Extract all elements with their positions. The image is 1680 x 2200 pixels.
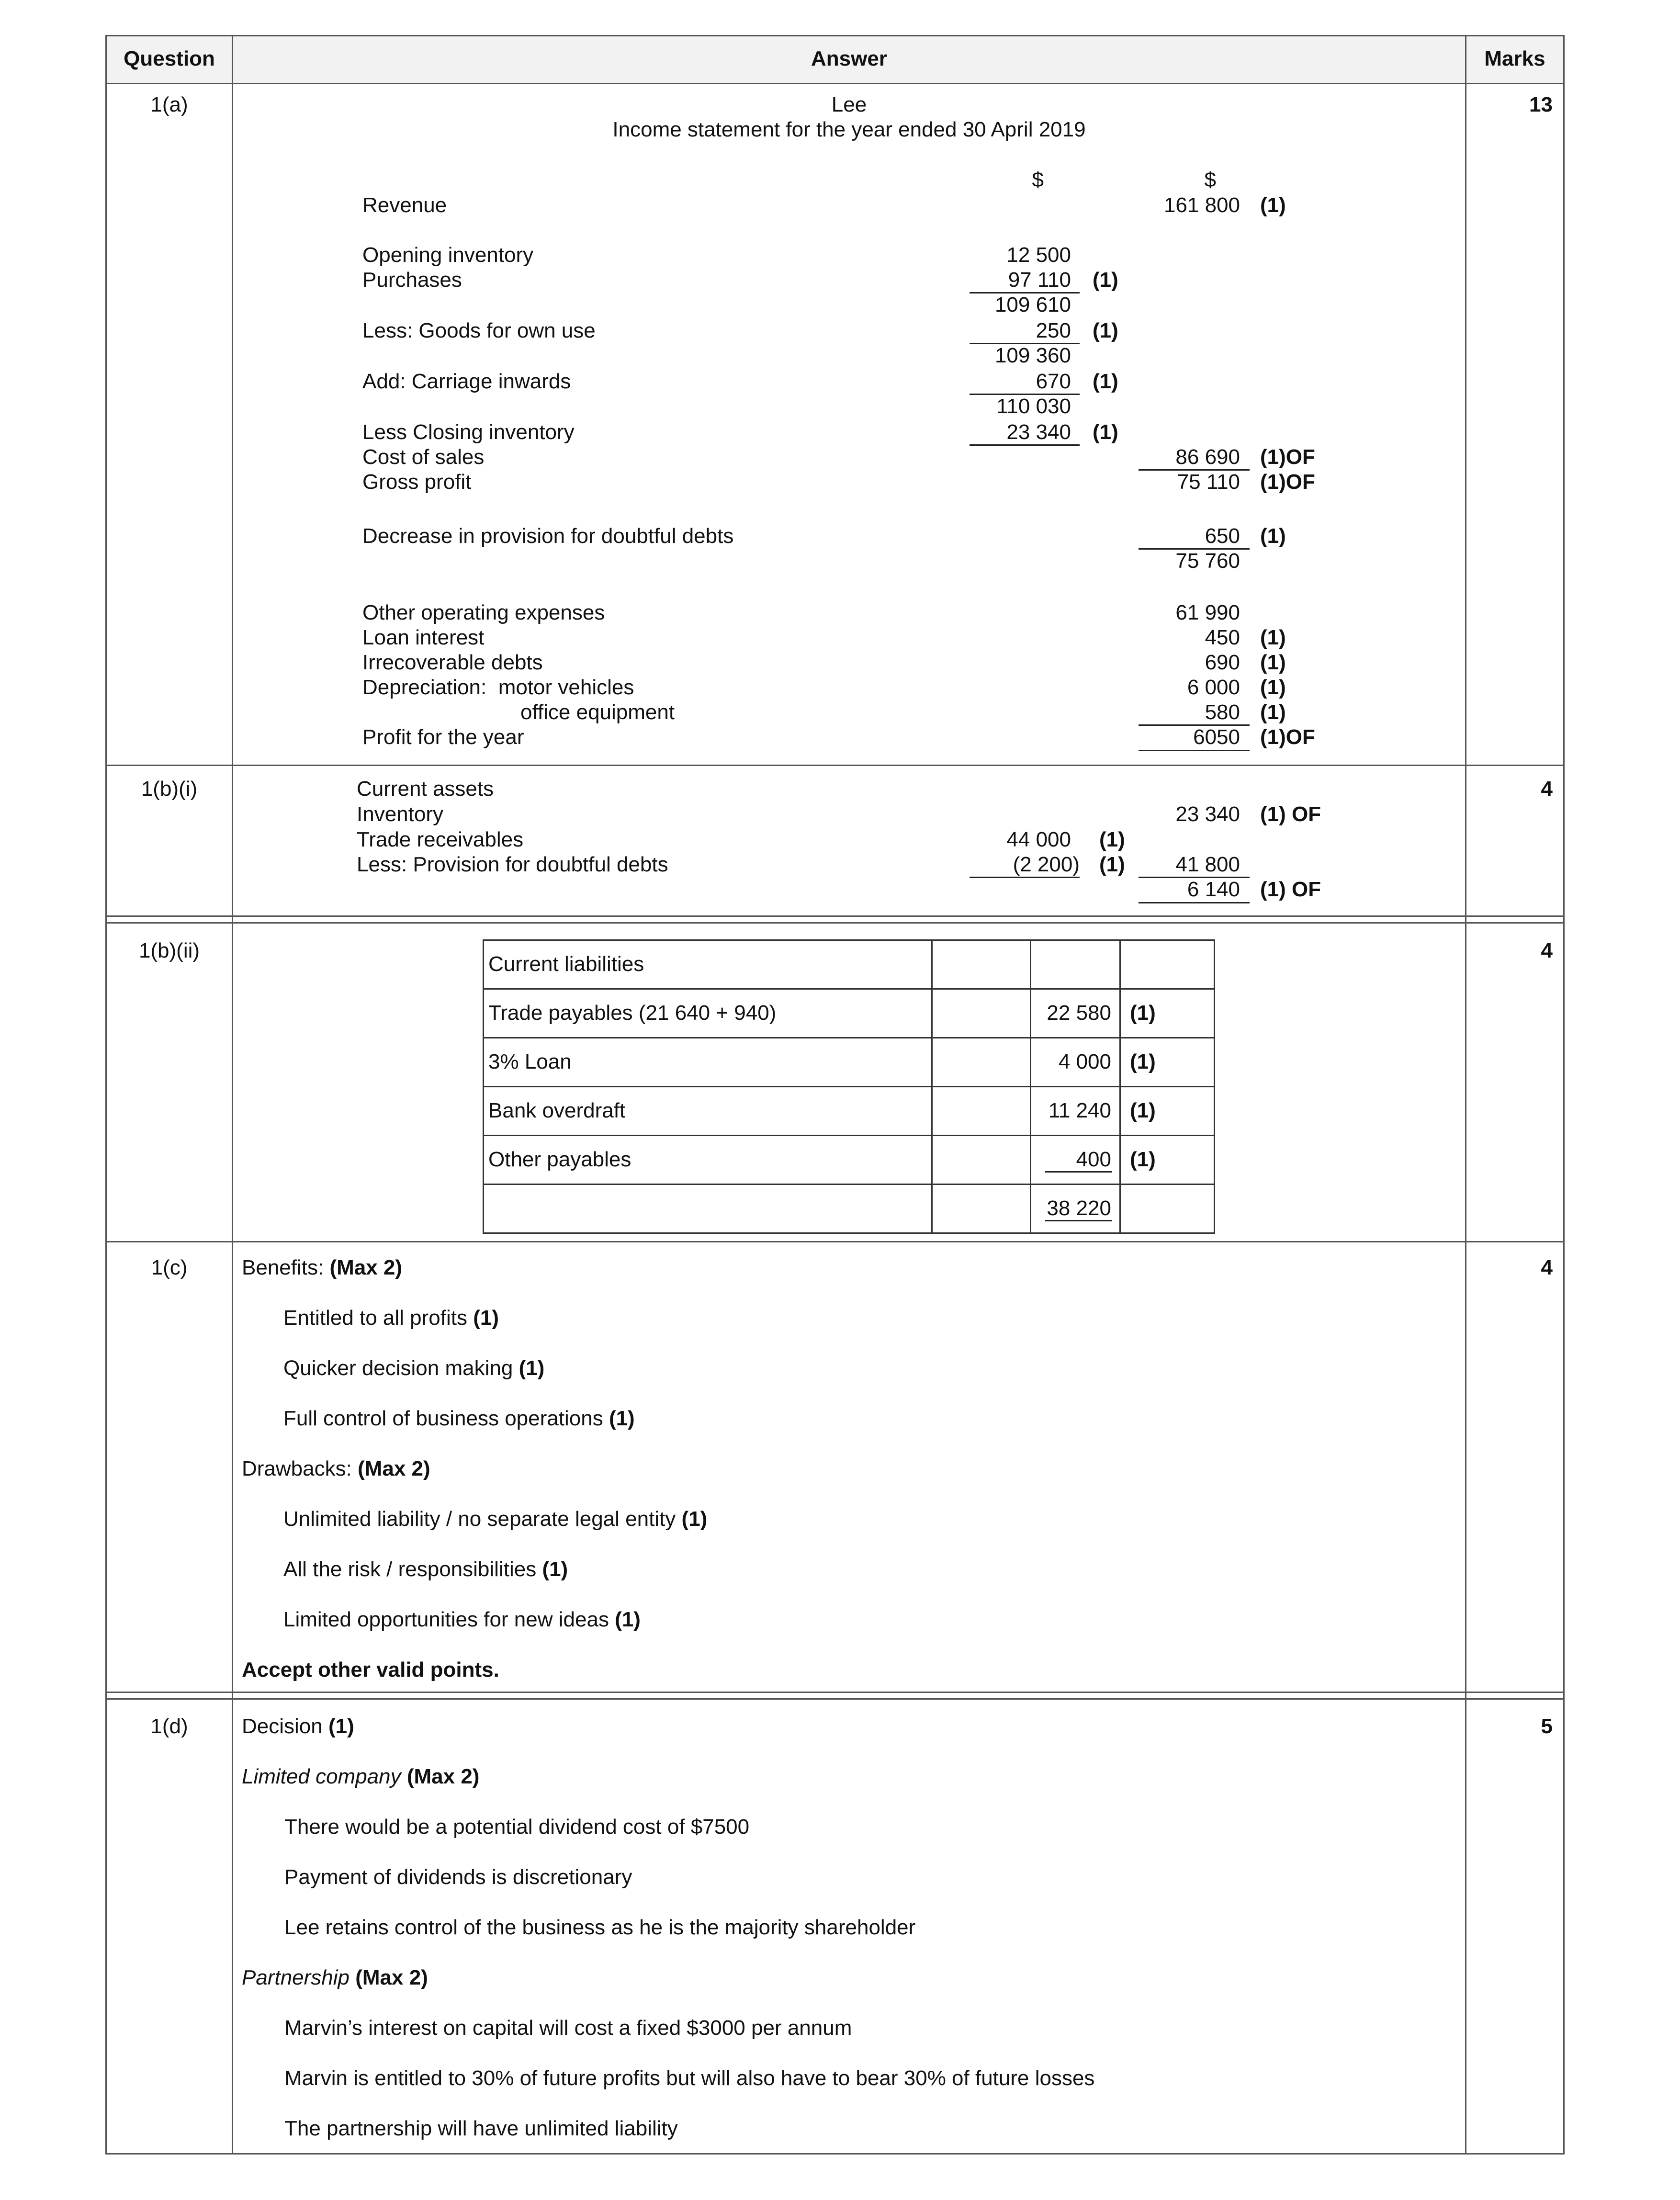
liability-mark: (1) [1130,1148,1156,1171]
line-value-1: 97 110 [1008,268,1071,292]
benefit-point: Full control of business operations (1) [283,1407,635,1430]
line-value-2: 580 [1205,700,1240,724]
table-cell [931,939,1031,990]
line-label: Profit for the year [362,725,524,749]
table-bottom-border [105,2153,1565,2155]
line-label: Add: Carriage inwards [362,370,571,393]
limited-company-point: Lee retains control of the business as he is the majority shareholder [284,1916,916,1939]
line-mark-2: (1)OF [1260,470,1315,494]
decision-line [242,1714,354,1739]
header-bottom-border [105,83,1565,84]
limited-company-point: There would be a potential dividend cost of $7500 [284,1815,750,1839]
decision-mark: (1) [328,1715,354,1738]
table-cell [931,1135,1031,1185]
line-value-2: 650 [1205,524,1240,548]
line-label: Gross profit [362,470,472,494]
line-mark-2: (1)OF [1260,725,1315,749]
liability-label: Current liabilities [488,952,644,976]
line-value-2: 450 [1205,626,1240,649]
limited-company-heading: Limited company (Max 2) [242,1765,480,1788]
table-top-border [105,35,1565,36]
line-label: Cost of sales [362,445,485,469]
statement-title: Lee [831,93,867,116]
benefits-label: Benefits: [242,1256,324,1279]
row-border-1c-b [105,1698,1565,1700]
marks-1d: 5 [1541,1715,1553,1738]
line-value-1: (2 200) [1013,853,1080,876]
question-label-1bi: 1(b)(i) [141,777,198,801]
liability-mark: (1) [1130,1050,1156,1073]
line-value-2: 41 800 [1175,853,1240,876]
row-border-1bii [105,1241,1565,1242]
benefit-point: Quicker decision making (1) [283,1356,545,1380]
benefits-max: (Max 2) [329,1256,403,1279]
line-mark-1: (1) [1093,268,1118,292]
line-mark-2: (1) [1260,651,1286,674]
line-mark-1: (1) [1093,319,1118,342]
line-value-2: 6050 [1193,725,1240,749]
column-head-2: $ [1204,168,1216,192]
table-cell [1119,939,1215,990]
row-border-1bi-b [105,922,1565,924]
row-border-1c-a [105,1692,1565,1693]
line-value-1: 23 340 [1006,420,1071,444]
line-label: Revenue [362,193,447,217]
line-label: Opening inventory [362,243,534,267]
line-mark-2: (1) [1260,193,1286,217]
line-label: Less: Goods for own use [362,319,596,342]
line-value-2: 86 690 [1175,445,1240,469]
line-mark-2: (1)OF [1260,445,1315,469]
line-value-1: 109 360 [994,344,1071,367]
line-value-2: 23 340 [1175,802,1240,826]
line-label: Irrecoverable debts [362,651,543,674]
line-label: Depreciation: motor vehicles [362,676,634,699]
partnership-point: Marvin’s interest on capital will cost a fixed $3000 per annum [284,2016,852,2040]
rule [1045,1171,1112,1173]
line-value-1: 110 030 [996,395,1071,418]
line-value-2: 690 [1205,651,1240,674]
line-value-1: 109 610 [994,293,1071,316]
liability-label: Trade payables (21 640 + 940) [488,1001,777,1025]
liability-label: 3% Loan [488,1050,572,1073]
line-label: Inventory [357,802,443,826]
table-cell [931,988,1031,1038]
question-label-1a: 1(a) [150,93,188,116]
benefits-heading [242,1255,402,1280]
partnership-point: The partnership will have unlimited liability [284,2117,678,2140]
line-label: Current assets [357,777,494,801]
marks-1a: 13 [1529,93,1553,116]
liability-value: 11 240 [1048,1099,1111,1122]
drawback-point: Unlimited liability / no separate legal entity (1) [283,1507,708,1531]
table-cell [483,1184,933,1234]
table-cell [931,1184,1031,1234]
line-mark-2: (1) [1260,626,1286,649]
line-value-1: 12 500 [1006,243,1071,267]
column-head-1: $ [1032,168,1044,192]
limited-company-point: Payment of dividends is discretionary [284,1865,632,1889]
rule [1139,750,1250,751]
line-value-2: 75 760 [1175,549,1240,573]
line-label: Less Closing inventory [362,420,575,444]
line-mark-2: (1) [1260,676,1286,699]
line-value-1: 670 [1036,370,1071,393]
line-value-1: 250 [1036,319,1071,342]
accept-note: Accept other valid points. [242,1658,499,1681]
line-mark-2: (1) [1260,700,1286,724]
partnership-heading: Partnership (Max 2) [242,1966,428,1989]
liability-value: 400 [1076,1148,1111,1171]
column-divider-marks [1465,35,1466,2155]
table-cell [1030,939,1121,990]
liability-value: 22 580 [1047,1001,1111,1025]
row-border-1a [105,765,1565,766]
table-cell [1119,1184,1215,1234]
liability-mark: (1) [1130,1001,1156,1025]
liability-mark: (1) [1130,1099,1156,1122]
column-divider-question [232,35,233,2155]
header-marks: Marks [1484,47,1545,70]
line-mark-2: (1) OF [1260,802,1321,826]
drawback-point: Limited opportunities for new ideas (1) [283,1608,641,1631]
line-label: office equipment [520,700,675,724]
line-label: Loan interest [362,626,485,649]
decision-label: Decision [242,1715,323,1738]
table-border-left [105,35,107,2155]
line-mark-1: (1) [1099,853,1125,876]
rule [970,444,1080,446]
line-mark-1: (1) [1093,420,1118,444]
line-mark-1: (1) [1093,370,1118,393]
line-value-2: 6 140 [1187,878,1240,901]
drawbacks-label: Drawbacks: [242,1457,352,1480]
question-label-1d: 1(d) [150,1715,188,1738]
table-cell [931,1086,1031,1136]
drawbacks-heading [242,1456,430,1481]
line-mark-1: (1) [1099,828,1125,851]
benefit-point: Entitled to all profits (1) [283,1306,499,1330]
header-question: Question [124,47,215,70]
line-value-1: 44 000 [1006,828,1071,851]
marks-1bii: 4 [1541,939,1553,962]
liability-label: Bank overdraft [488,1099,626,1122]
header-answer: Answer [811,47,887,70]
table-border-right [1563,35,1565,2155]
marks-1bi: 4 [1541,777,1553,801]
liability-total: 38 220 [1047,1196,1111,1220]
rule [1139,902,1250,903]
question-label-1c: 1(c) [151,1256,188,1279]
line-value-2: 61 990 [1175,601,1240,624]
line-label: Decrease in provision for doubtful debts [362,524,734,548]
rule [1045,1220,1112,1221]
drawbacks-max: (Max 2) [358,1457,430,1480]
line-mark-2: (1) [1260,524,1286,548]
line-value-2: 6 000 [1187,676,1240,699]
liability-value: 4 000 [1058,1050,1111,1073]
line-label: Less: Provision for doubtful debts [357,853,668,876]
row-border-1bi-a [105,915,1565,917]
line-label: Purchases [362,268,462,292]
line-label: Other operating expenses [362,601,605,624]
drawback-point: All the risk / responsibilities (1) [283,1557,568,1581]
question-label-1bii: 1(b)(ii) [138,939,200,962]
line-label: Trade receivables [357,828,524,851]
line-mark-2: (1) OF [1260,878,1321,901]
marks-1c: 4 [1541,1256,1553,1279]
rule [970,877,1080,878]
statement-subtitle: Income statement for the year ended 30 April 2019 [612,118,1086,141]
liability-label: Other payables [488,1148,631,1171]
line-value-2: 161 800 [1163,193,1240,217]
partnership-point: Marvin is entitled to 30% of future profits but will also have to bear 30% of future losses [284,2066,1095,2090]
table-cell [931,1037,1031,1087]
line-value-2: 75 110 [1177,470,1240,494]
